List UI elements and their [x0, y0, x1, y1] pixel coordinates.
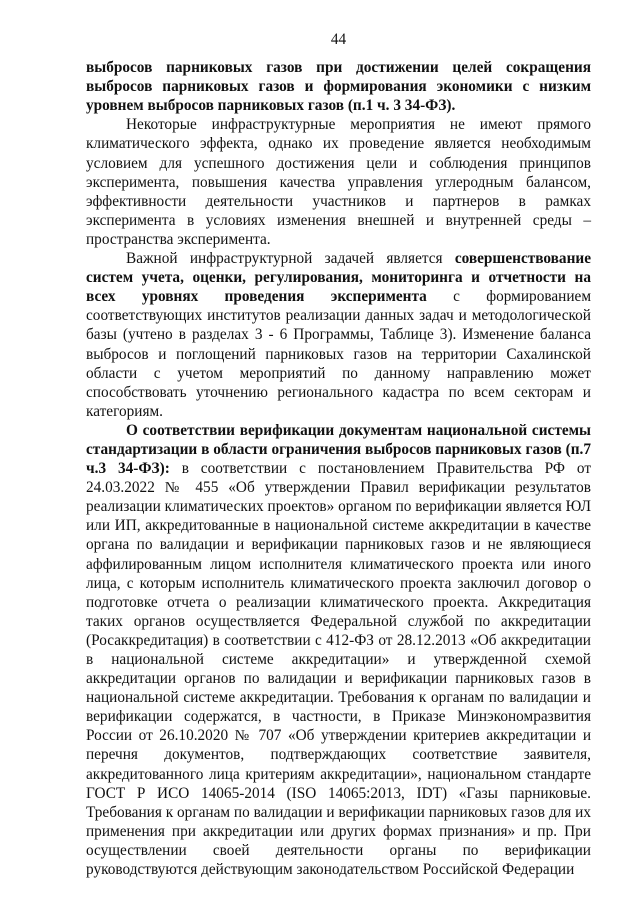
paragraph-infrastructure-task-bold: совершенствование систем учета, оценки, регулирования, мониторинга и отчетности на всех уровнях проведения эксперимента [86, 250, 591, 306]
paragraph-verification [86, 421, 591, 879]
paragraph-infrastructure-task-rest: с формированием соответствующих институтов реализации данных задач и методологической базы (учтено в разделах 3 - 6 Программы, Таблице 3). Изменение баланса выбросов и поглощений парниковых газов на территории Сахалинской области с учетом мероприятий по данному направлению может способствовать уточнению регионального кадастра по всем секторам и категориям. [86, 288, 591, 420]
page-number: 44 [330, 31, 347, 48]
paragraph-infrastructure-task-lead: Важной инфраструктурной задачей является [126, 250, 455, 268]
paragraph-infrastructure-measures: Некоторые инфраструктурные мероприятия не имеют прямого климатического эффекта, однако их проведение является необходимым условием для успешного достижения цели и соблюдения принципов эксперимента, повышения качества управления углеродным балансом, эффективности деятельности участников и партнеров в рамках эксперимента в условиях изменения внешней и внутренней среды – пространства эксперимента. [86, 116, 591, 248]
paragraph-verification-heading: О соответствии верификации документам национальной системы стандартизации в области ограничения выбросов парниковых газов (п.7 ч.3 34-ФЗ): [86, 421, 591, 478]
paragraph-continuation [86, 58, 591, 115]
paragraph-continuation-bold: выбросов парниковых газов при достижении целей сокращения выбросов парниковых газов и формирования экономики с низким уровнем выбросов парниковых газов (п.1 ч. 3 34-ФЗ). [86, 59, 591, 115]
paragraph-infrastructure-task [86, 249, 591, 421]
paragraph-verification-body: в соответствии с постановлением Правительства РФ от 24.03.2022 № 455 «Об утверждении Правил верификации результатов реализации климатических проектов» органом по верификации является ЮЛ или ИП, аккредитованные в национальной системе аккредитации в качестве органа по валидации и верификации парниковых газов и не являющиеся аффилированным лицом исполнителя климатического проекта или иного лица, с которым исполнитель климатического проекта заключил договор о подготовке отчета о реализации климатического проекта. Аккредитация таких органов осуществляется Федеральной службой по аккредитации (Росаккредитация) в соответствии с 412-ФЗ от 28.12.2013 «Об аккредитации в национальной системе аккредитации» и утвержденной схемой аккредитации органов по валидации и верификации парниковых газов в национальной системе аккредитации. Требования к органам по валидации и верификации содержатся, в частности, в Приказе Минэкономразвития России от 26.10.2020 № 707 «Об утверждении критериев аккредитации и перечня документов, подтверждающих соответствие заявителя, аккредитованного лица критериям аккредитации», национальном стандарте ГОСТ Р ИСО 14065-2014 (ISO 14065:2013, IDT) «Газы парниковые. Требования к органам по валидации и верификации парниковых газов для их применения при аккредитации или других формах признания» и пр. При осуществлении своей деятельности органы по верификации руководствуются действующим законодательством Российской Федерации [86, 460, 592, 879]
